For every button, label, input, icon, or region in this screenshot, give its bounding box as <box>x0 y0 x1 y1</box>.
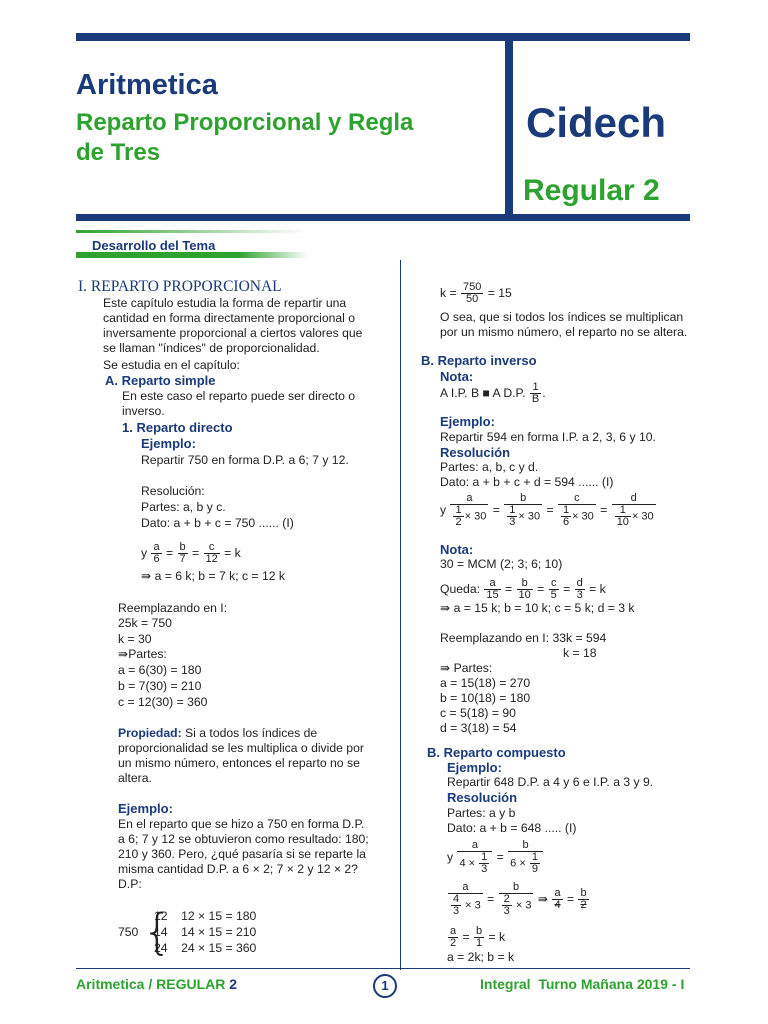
replace-line-4: ⇛Partes: <box>118 647 167 661</box>
result-a: a = 15(18) = 270 <box>440 676 531 690</box>
replace-line-7: c = 12(30) = 360 <box>118 695 208 709</box>
bottom-rule <box>76 214 690 221</box>
example2-line-3: 210 y 360. Pero, ¿qué pasaría si se reparte la <box>118 847 366 861</box>
k-equation: k = $\frac{750}{50}$ = 15 <box>440 281 512 306</box>
fraction: $\frac{c}{5}$ <box>550 577 557 602</box>
fraction: $\frac{b}{7}$ <box>179 541 186 566</box>
note1-label: Nota: <box>440 369 474 384</box>
k18-line: k = 18 <box>563 646 597 660</box>
intro-line-3: inversamente proporcional a ciertos valores que <box>103 326 363 340</box>
page-number-badge <box>373 974 397 998</box>
intro-line-2: cantidad en forma directamente proporcional o <box>103 311 356 325</box>
result-d: d = 3(18) = 54 <box>440 721 517 735</box>
example3-label: Ejemplo: <box>440 414 495 429</box>
parts3-line: ⇛ Partes: <box>440 661 493 675</box>
parts2-line: Partes: a, b, c y d. <box>440 460 539 474</box>
proportion-equation-1: y $\frac{a}{6}$ = $\frac{b}{7}$ = $\frac{c}{12}$ = k <box>141 541 241 566</box>
example4-text: Repartir 648 D.P. a 4 y 6 e I.P. a 3 y 9. <box>447 775 654 789</box>
fraction: b 6 × $\frac{1}{9}$ <box>508 840 543 875</box>
footer-rule <box>76 968 690 969</box>
intro-line-5: Se estudia en el capítulo: <box>103 358 240 372</box>
intro-line-4: se llaman "índices" de proporcionalidad. <box>103 341 320 355</box>
fraction: $\frac{a}{4}$ <box>554 887 561 912</box>
replace-line-6: b = 7(30) = 210 <box>118 679 202 693</box>
property-line-2: proporcionalidad se les multiplica o divide por <box>118 741 364 755</box>
fraction: $\frac{b}{1}$ <box>476 925 483 950</box>
level-label: Regular 2 <box>523 174 660 207</box>
subject-title: Aritmetica <box>76 69 218 101</box>
note2-label: Nota: <box>440 542 474 557</box>
fraction: $\frac{750}{50}$ <box>463 281 482 306</box>
fraction: $\frac{a}{2}$ <box>450 925 457 950</box>
section-tag: Desarrollo del Tema <box>92 238 216 253</box>
compound-equation-2: a $\frac{4}{3}$ × 3 = b $\frac{2}{3}$ × 3 ⇛ $\frac{a}{4}$ = $\frac{b}{2}$ <box>447 878 590 920</box>
a-text-1: En este caso el reparto puede ser directo o <box>122 389 356 403</box>
fraction: $\frac{a}{15}$ <box>486 577 499 602</box>
parts4-line: Partes: a y b <box>447 806 516 820</box>
result-b: b = 10(18) = 180 <box>440 691 531 705</box>
topic-title-line2: de Tres <box>76 139 161 166</box>
fraction: a $\frac{4}{3}$ × 3 <box>448 882 483 917</box>
replace2-line: Reemplazando en I: 33k = 594 <box>440 631 607 645</box>
fraction: $\frac{b}{10}$ <box>518 577 531 602</box>
property-line-3: un mismo número, entonces el reparto no se <box>118 756 360 770</box>
a-text-2: inverso. <box>122 404 165 418</box>
inverse-equation: y a $\frac{1}{2}$ × 30 = b $\frac{1}{3}$ × 30 = c $\frac{1}{6}$ × 30 = d $\frac{1}{10}$ × 30 <box>440 492 654 529</box>
result-c: c = 5(18) = 90 <box>440 706 516 720</box>
fraction: $\frac{b}{2}$ <box>580 887 587 912</box>
example2-line-4: misma cantidad D.P. a 6 × 2; 7 × 2 y 12 × 2? <box>118 862 358 876</box>
header-divider <box>505 41 513 215</box>
fraction: $\frac{d}{3}$ <box>576 577 583 602</box>
data2-line: Dato: a + b + c + d = 594 ...... (I) <box>440 475 614 489</box>
fraction: $\frac{a}{6}$ <box>153 541 160 566</box>
subsection-b-title: B. Reparto inverso <box>421 353 537 368</box>
resolution3-label: Resolución <box>447 790 518 805</box>
data-line: Dato: a + b + c = 750 ...... (I) <box>141 516 294 530</box>
example2-line-2: a 6; 7 y 12 se obtuvieron como resultado: 180; <box>118 832 369 846</box>
example2-line-5: D.P: <box>118 877 142 891</box>
brand-logo: Cidech <box>526 99 667 146</box>
section-tag-overline <box>76 230 308 233</box>
subsection-a-title: A. Reparto simple <box>105 373 216 388</box>
brace-row-3: 24 24 × 15 = 360 <box>154 941 257 955</box>
subsection-c-title: B. Reparto compuesto <box>427 745 566 760</box>
fraction: $\frac{1}{B}$ <box>531 381 540 406</box>
example1-label: Ejemplo: <box>141 436 196 451</box>
mcm-line: 30 = MCM (2; 3; 6; 10) <box>440 557 563 571</box>
brace-row-1: 12 12 × 15 = 180 <box>154 909 257 923</box>
note1-line: A I.P. B ■ A D.P. $\frac{1}{B}$ . <box>440 381 546 406</box>
section-heading: I. REPARTO PROPORCIONAL <box>78 278 282 295</box>
fraction: b $\frac{1}{3}$ × 30 <box>504 493 542 528</box>
brace-total: 750 <box>118 925 139 939</box>
result-line-1: ⇛ a = 6 k; b = 7 k; c = 12 k <box>141 569 286 583</box>
fraction: a $\frac{1}{2}$ × 30 <box>450 493 488 528</box>
o-sea-line-1: O sea, que si todos los índices se multiplican <box>440 310 684 324</box>
page-number: 1 <box>381 978 389 993</box>
replace-line-2: 25k = 750 <box>118 616 172 630</box>
replace-line-5: a = 6(30) = 180 <box>118 663 202 677</box>
final-equation: $\frac{a}{2}$ = $\frac{b}{1}$ = k <box>450 925 506 950</box>
fraction: c $\frac{1}{6}$ × 30 <box>558 493 596 528</box>
intro-line-1: Este capítulo estudia la forma de repartir una <box>103 296 347 310</box>
footer-left: Aritmetica / REGULAR 2 <box>76 976 238 992</box>
example2-line-1: En el reparto que se hizo a 750 en forma D.P. <box>118 817 365 831</box>
queda-line: Queda: $\frac{a}{15}$ = $\frac{b}{10}$ = $\frac{c}{5}$ = $\frac{d}{3}$ = k <box>440 577 606 602</box>
topic-title-line1: Reparto Proporcional y Regla <box>76 109 414 136</box>
replace-line-3: k = 30 <box>118 632 152 646</box>
replace-line-1: Reemplazando en I: <box>118 601 228 615</box>
top-rule <box>76 33 690 41</box>
final-line: a = 2k; b = k <box>447 950 515 964</box>
result-line-2: ⇛ a = 15 k; b = 10 k; c = 5 k; d = 3 k <box>440 601 635 615</box>
compound-equation-1: y a 4 × $\frac{1}{3}$ = b 6 × $\frac{1}{9}$ <box>447 836 544 878</box>
example2-label: Ejemplo: <box>118 801 173 816</box>
o-sea-line-2: por un mismo número, el reparto no se altera. <box>440 325 688 339</box>
data4-line: Dato: a + b = 648 ..... (I) <box>447 821 577 835</box>
column-divider <box>400 260 401 970</box>
example1-text: Repartir 750 en forma D.P. a 6; 7 y 12. <box>141 453 349 467</box>
footer-right: Integral Turno Mañana 2019 - I <box>480 976 685 992</box>
resolution2-label: Resolución <box>440 445 511 460</box>
resolution-label: Resolución: <box>141 484 205 498</box>
property-line-4: altera. <box>118 771 152 785</box>
fraction: a 4 × $\frac{1}{3}$ <box>457 840 492 875</box>
property-line-1: Propiedad: Si a todos los índices de <box>118 726 318 740</box>
parts-line: Partes: a, b y c. <box>141 500 226 514</box>
subsection-a1-title: 1. Reparto directo <box>122 420 233 435</box>
brace: { <box>142 904 173 960</box>
fraction: $\frac{c}{12}$ <box>205 541 218 566</box>
example3-text: Repartir 594 en forma I.P. a 2, 3, 6 y 10. <box>440 430 656 444</box>
example4-label: Ejemplo: <box>447 760 502 775</box>
fraction: b $\frac{2}{3}$ × 3 <box>499 882 534 917</box>
fraction: d $\frac{1}{10}$ × 30 <box>612 493 656 528</box>
brace-row-2: 14 14 × 15 = 210 <box>154 925 257 939</box>
